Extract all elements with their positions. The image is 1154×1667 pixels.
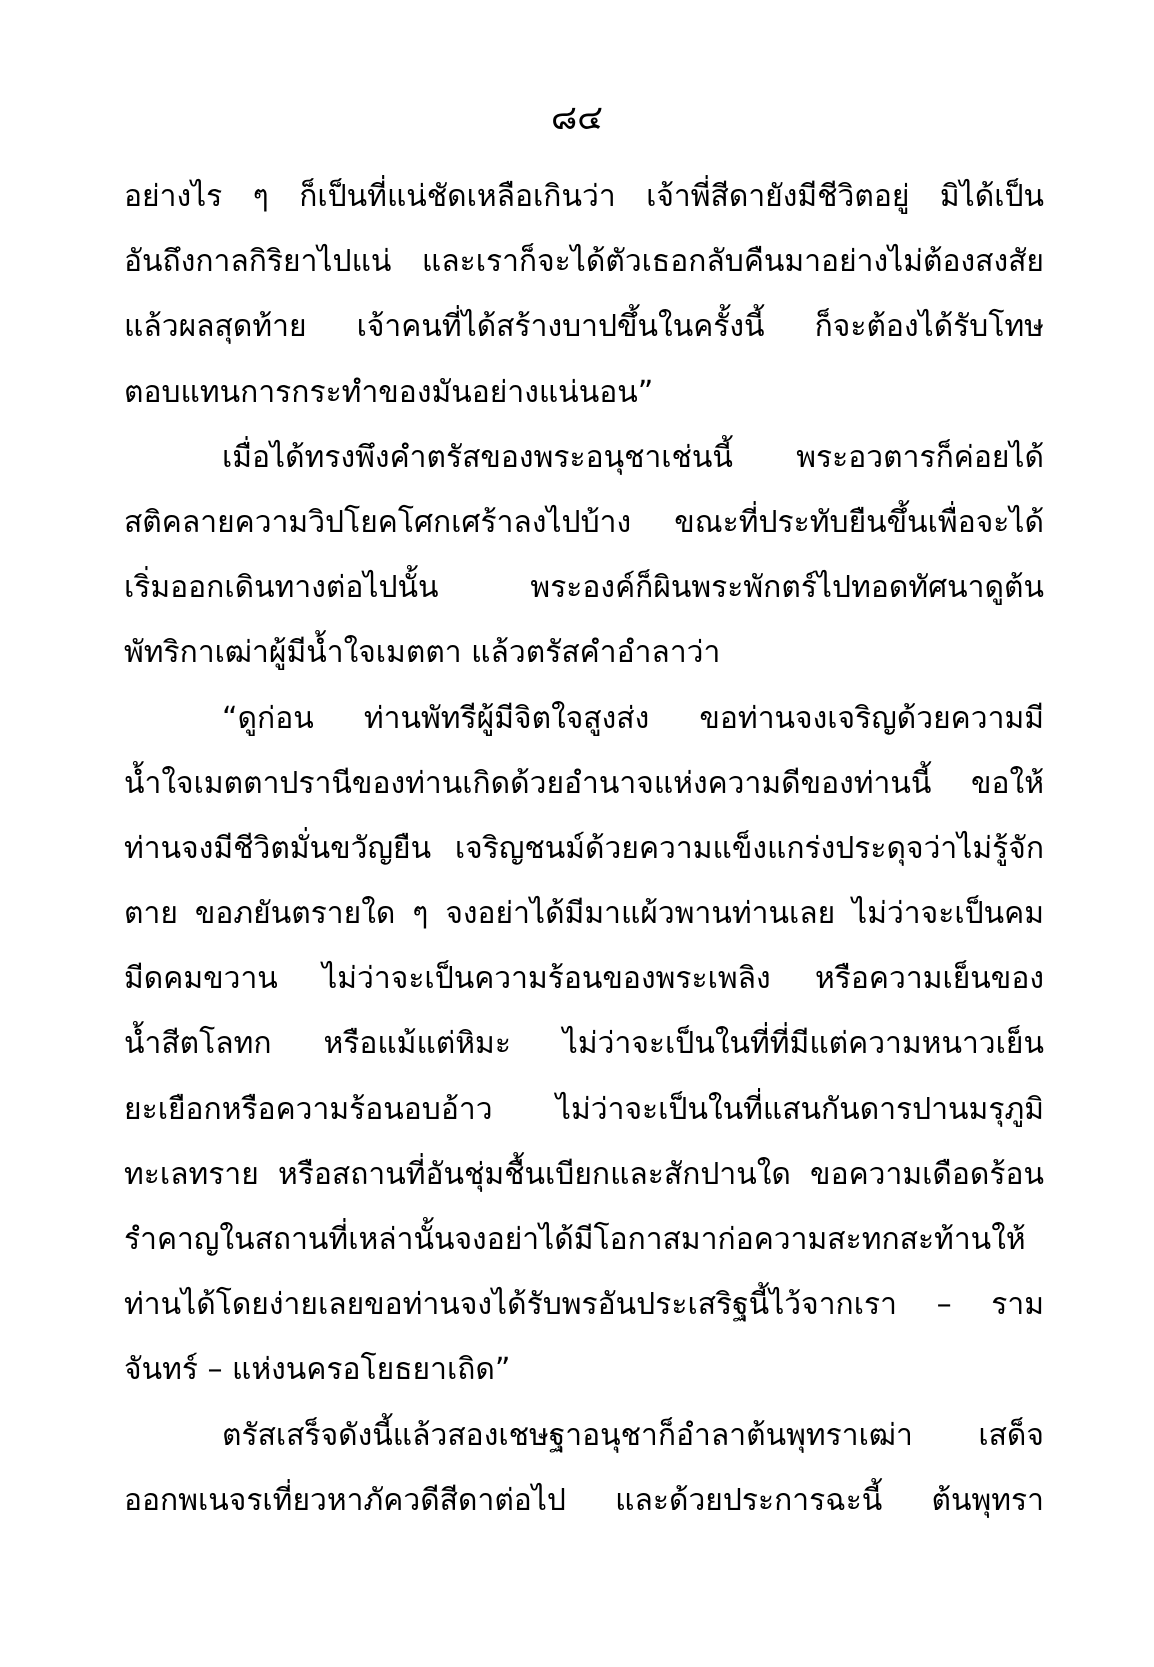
- text-line: รำคาญในสถานที่เหล่านั้นจงอย่าได้มีโอกาสมาก่อความสะทกสะท้านให้: [124, 1222, 1026, 1257]
- text-line: ทะเลทราย หรือสถานที่อันชุ่มชื้นเบียกและสักปานใด ขอความเดือดร้อน: [124, 1156, 1044, 1192]
- text-line: เริ่มออกเดินทางต่อไปนั้น พระองค์ก็ผินพระพักตร์ไปทอดทัศนาดูต้น: [124, 570, 1044, 606]
- body-text: [124, 164, 1044, 1533]
- text-line: น้ำสีตโลทก หรือแม้แต่หิมะ ไม่ว่าจะเป็นในที่ที่มีแต่ความหนาวเย็น: [124, 1026, 1044, 1062]
- text-line: ตาย ขอภยันตรายใด ๆ จงอย่าได้มีมาแผ้วพานท่านเลย ไม่ว่าจะเป็นคม: [124, 896, 1044, 932]
- text-line: ยะเยือกหรือความร้อนอบอ้าว ไม่ว่าจะเป็นในที่แสนกันดารปานมรุภูมิ: [124, 1091, 1044, 1127]
- text-line: อย่างไร ๆ ก็เป็นที่แน่ชัดเหลือเกินว่า เจ้าพี่สีดายังมีชีวิตอยู่ มิได้เป็น: [124, 179, 1044, 214]
- page-number: ๘๔: [551, 98, 603, 138]
- text-line: มีดคมขวาน ไม่ว่าจะเป็นความร้อนของพระเพลิง หรือความเย็นของ: [124, 961, 1044, 997]
- text-line: ออกพเนจรเที่ยวหาภัควดีสีดาต่อไป และด้วยประการฉะนี้ ต้นพุทรา: [124, 1482, 1044, 1518]
- paragraph-first-line: “ดูก่อน ท่านพัทรีผู้มีจิตใจสูงส่ง ขอท่านจงเจริญด้วยความมี: [222, 700, 1044, 736]
- text-line: อันถึงกาลกิริยาไปแน่ และเราก็จะได้ตัวเธอกลับคืนมาอย่างไม่ต้องสงสัย: [124, 244, 1044, 280]
- text-line: ตอบแทนการกระทำของมันอย่างแน่นอน”: [124, 374, 654, 410]
- text-line: ท่านได้โดยง่ายเลยขอท่านจงได้รับพรอันประเสริฐนี้ไว้จากเรา – ราม: [124, 1287, 1044, 1323]
- text-line: แล้วผลสุดท้าย เจ้าคนที่ได้สร้างบาปขึ้นในครั้งนี้ ก็จะต้องได้รับโทษ: [124, 309, 1044, 345]
- paragraph-first-line: ตรัสเสร็จดังนี้แล้วสองเชษฐาอนุชาก็อำลาต้นพุทราเฒ่า เสด็จ: [222, 1417, 1044, 1453]
- paragraph-first-line: เมื่อได้ทรงพึงคำตรัสของพระอนุชาเช่นนี้ พระอวตารก็ค่อยได้: [222, 439, 1044, 475]
- text-line: จันทร์ – แห่งนครอโยธยาเถิด”: [124, 1352, 511, 1388]
- text-line: น้ำใจเมตตาปรานีของท่านเกิดด้วยอำนาจแห่งความดีของท่านนี้ ขอให้: [124, 765, 1044, 801]
- text-line: สติคลายความวิปโยคโศกเศร้าลงไปบ้าง ขณะที่ประทับยืนขึ้นเพื่อจะได้: [124, 504, 1044, 540]
- text-line: พัทริกาเฒ่าผู้มีน้ำใจเมตตา แล้วตรัสคำอำลาว่า: [124, 635, 721, 671]
- text-line: ท่านจงมีชีวิตมั่นขวัญยืน เจริญชนม์ด้วยความแข็งแกร่งประดุจว่าไม่รู้จัก: [124, 830, 1044, 866]
